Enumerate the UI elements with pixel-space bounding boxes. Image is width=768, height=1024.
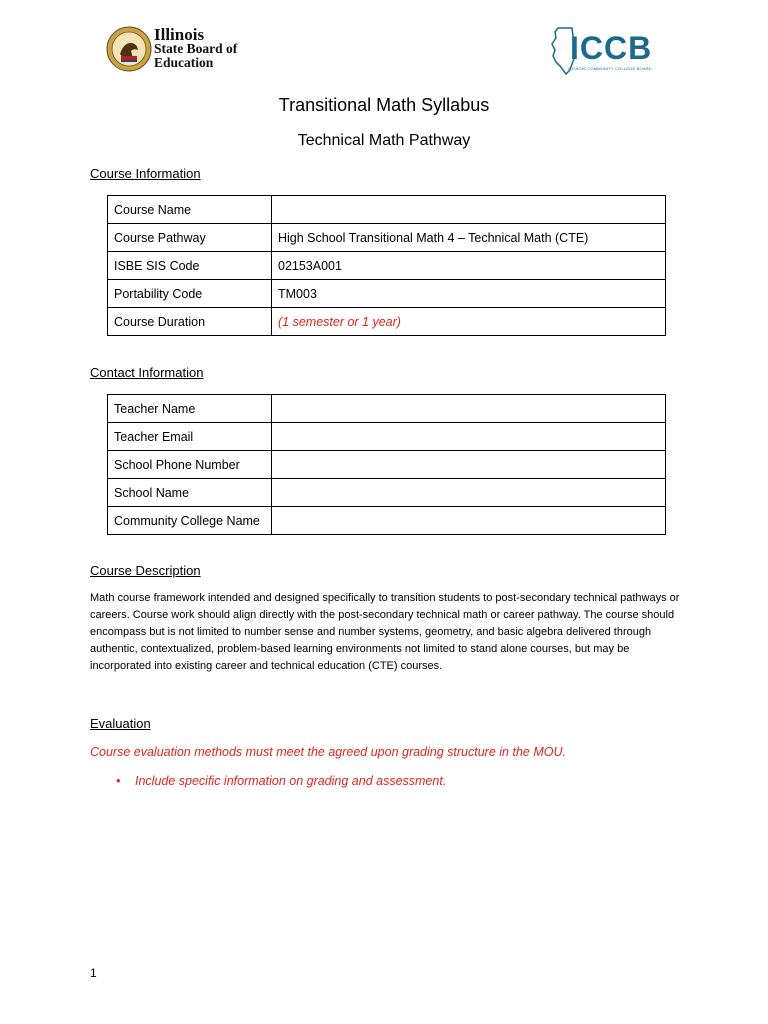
teacher-name-value[interactable] <box>272 395 666 423</box>
isbe-wordmark: Illinois State Board of Education <box>154 25 238 70</box>
teacher-email-value[interactable] <box>272 423 666 451</box>
isbe-sis-code-label: ISBE SIS Code <box>108 252 272 280</box>
iccb-wordmark: ICCB <box>570 30 653 66</box>
isbe-sis-code-value[interactable]: 02153A001 <box>272 252 666 280</box>
course-pathway-label: Course Pathway <box>108 224 272 252</box>
evaluation-text: Course evaluation methods must meet the agreed upon grading structure in the MOU. <box>90 745 566 759</box>
contact-information-heading: Contact Information <box>90 365 204 380</box>
page-number: 1 <box>90 966 97 980</box>
course-name-label: Course Name <box>108 196 272 224</box>
table-row <box>108 507 666 535</box>
contact-information-table <box>107 394 666 535</box>
course-name-value[interactable] <box>272 196 666 224</box>
school-name-label: School Name <box>108 479 272 507</box>
course-duration-value[interactable]: (1 semester or 1 year) <box>272 308 666 336</box>
table-row <box>108 423 666 451</box>
course-duration-label: Course Duration <box>108 308 272 336</box>
table-row <box>108 196 666 224</box>
community-college-name-value[interactable] <box>272 507 666 535</box>
table-row <box>108 451 666 479</box>
table-row <box>108 308 666 336</box>
iccb-logo <box>548 26 664 78</box>
community-college-name-label: Community College Name <box>108 507 272 535</box>
table-row <box>108 252 666 280</box>
portability-code-label: Portability Code <box>108 280 272 308</box>
bullet-icon: • <box>116 774 121 788</box>
table-row <box>108 224 666 252</box>
portability-code-value[interactable]: TM003 <box>272 280 666 308</box>
teacher-email-label: Teacher Email <box>108 423 272 451</box>
page-subtitle: Technical Math Pathway <box>297 132 471 149</box>
course-description-text: Math course framework intended and designed specifically to transition students to post-secondary technical pathways or careers. Course work should align directly with the post-secondary technical math or career pathway. The course should encompass but is not limited to number sense and number systems, geometry, and basic algebra delivered through authentic, contextualized, problem-based learning environments not limited to stand alone courses, but may be incorporated into existing career and technical education (CTE) courses. <box>90 592 680 672</box>
school-phone-label: School Phone Number <box>108 451 272 479</box>
table-row <box>108 280 666 308</box>
page-title: Transitional Math Syllabus <box>278 95 490 115</box>
school-phone-value[interactable] <box>272 451 666 479</box>
table-row <box>108 395 666 423</box>
evaluation-heading: Evaluation <box>90 716 151 731</box>
course-description-heading: Course Description <box>90 563 201 578</box>
table-row <box>108 479 666 507</box>
iccb-subtitle: ILLINOIS COMMUNITY COLLEGE BOARD <box>568 66 652 71</box>
course-pathway-value[interactable]: High School Transitional Math 4 – Technical Math (CTE) <box>272 224 666 252</box>
teacher-name-label: Teacher Name <box>108 395 272 423</box>
course-information-table <box>107 195 666 336</box>
isbe-logo <box>106 26 246 76</box>
course-information-heading: Course Information <box>90 166 201 181</box>
evaluation-bullet-text: Include specific information on grading and assessment. <box>135 774 447 788</box>
illinois-seal-icon <box>106 26 152 72</box>
school-name-value[interactable] <box>272 479 666 507</box>
